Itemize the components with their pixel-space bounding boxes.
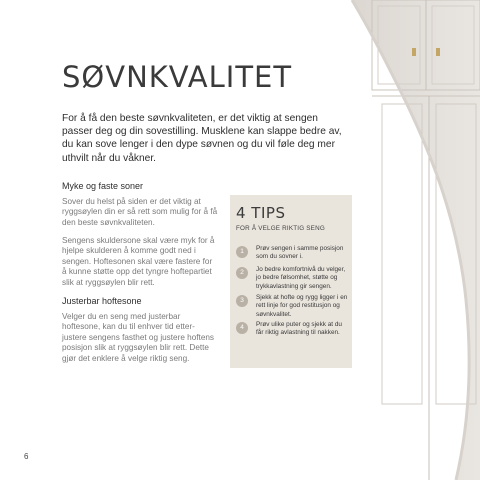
intro-paragraph: For å få den beste søvnkvaliteten, er det viktig at sengen passer deg og din sovestilling. Musklene kan slappe bedre av, du kan sove lenger i den dype søvnen og du vil føle deg mer uthvilt når du våkner.: [62, 113, 342, 164]
tip-text: Prøv ulike puter og sjekk at du får riktig avlastning til nakken.: [256, 321, 342, 337]
tip-number-badge: 3: [236, 295, 248, 307]
page-title: SØVNKVALITET: [62, 60, 293, 94]
tips-box: [230, 195, 352, 368]
tip-item: [236, 321, 348, 338]
tip-item: [236, 245, 348, 262]
tip-item: [236, 266, 348, 291]
section-heading-soft-firm-zones: Myke og faste soner: [62, 181, 144, 191]
tip-text: Jo bedre komfortnivå du velger, jo bedre følsomhet, støtte og trykkavlastning gir sengen.: [256, 266, 346, 290]
page-number: 6: [24, 452, 29, 461]
tip-number-badge: 1: [236, 246, 248, 258]
tips-title: 4 TIPS: [236, 204, 286, 222]
body-paragraph: Sover du helst på siden er det viktig at ryggsøylen din er så rett som mulig for å få den beste søvnkvaliteten.: [62, 197, 218, 227]
tip-number-badge: 4: [236, 322, 248, 334]
tips-subtitle: FOR Å VELGE RIKTIG SENG: [236, 225, 325, 232]
tip-number-badge: 2: [236, 267, 248, 279]
body-paragraph: Sengens skuldersone skal være myk for å hjelpe skulderen å komme godt ned i sengen. Hoftesonen skal være fastere for å kunne støtte opp det tyngre hoftepartiet slik at ryggsøylen blir rett.: [62, 236, 215, 287]
body-paragraph: Velger du en seng med justerbar hoftesone, kan du til enhver tid etter-justere sengens fasthet og justere hoftens posisjon slik at ryggsøylen blir rett. Dette gjør det enklere å velge riktig seng.: [62, 312, 215, 363]
tip-text: Sjekk at hofte og rygg ligger i en rett linje for god restitusjon og søvnkvalitet.: [256, 294, 348, 318]
tip-text: Prøv sengen i samme posisjon som du sovner i.: [256, 245, 344, 261]
section-heading-adjustable-hip-zone: Justerbar hoftesone: [62, 296, 142, 306]
tip-item: [236, 294, 348, 319]
